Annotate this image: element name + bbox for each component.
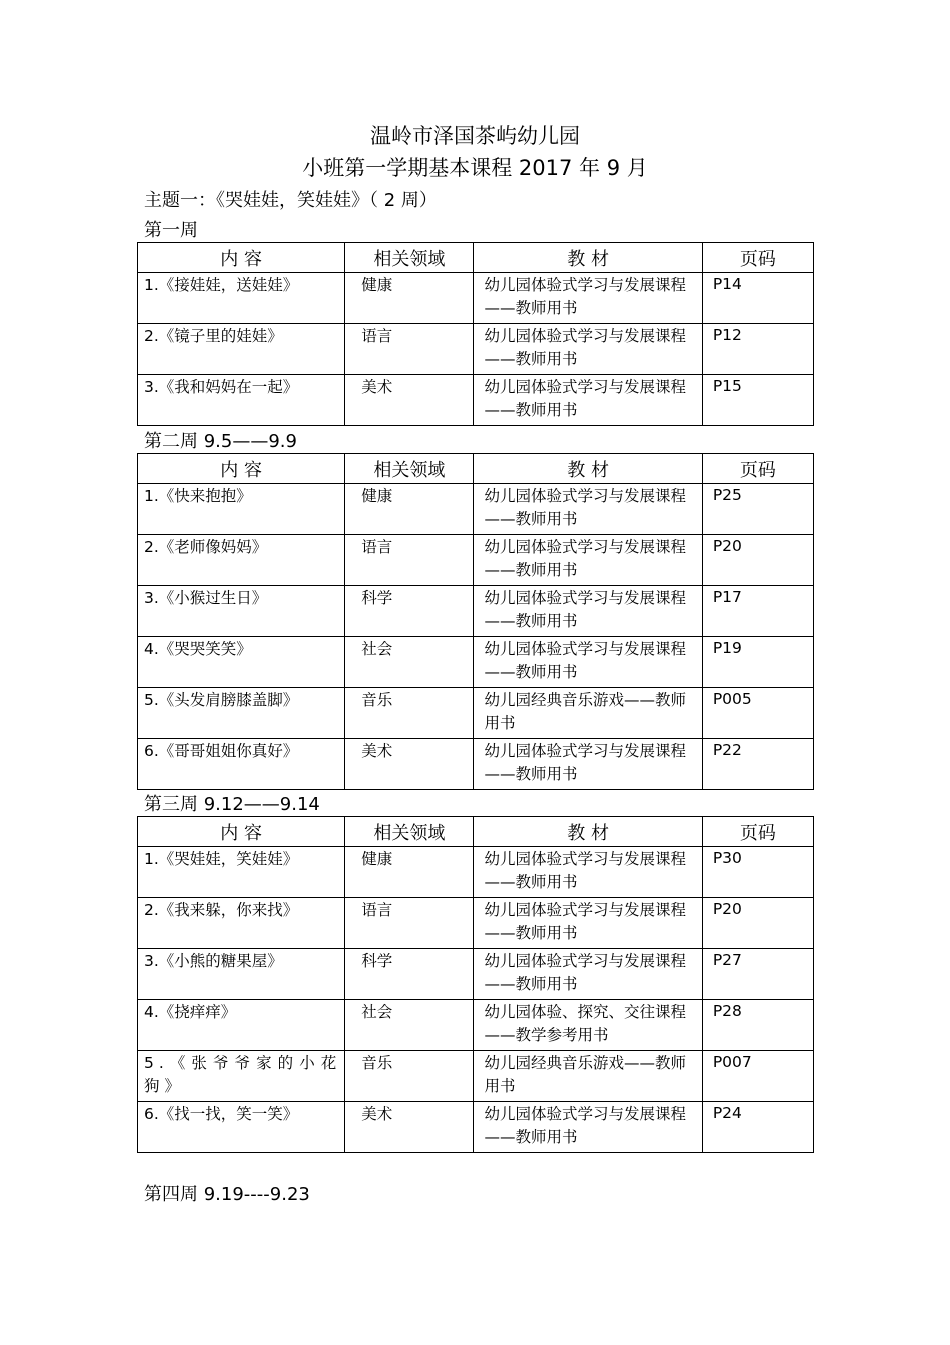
cell-page: P20 bbox=[702, 898, 813, 949]
week-1-label: 第一周 bbox=[144, 220, 198, 241]
cell-material: 幼儿园经典音乐游戏——教师用书 bbox=[474, 688, 702, 739]
week-4-label: 第四周 9.19----9.23 bbox=[144, 1184, 310, 1205]
cell-content: 2.《老师像妈妈》 bbox=[138, 535, 345, 586]
cell-material: 幼儿园体验式学习与发展课程——教师用书 bbox=[474, 324, 702, 375]
cell-content: 2.《镜子里的娃娃》 bbox=[138, 324, 345, 375]
cell-content: 3.《我和妈妈在一起》 bbox=[138, 375, 345, 426]
cell-domain: 科学 bbox=[345, 586, 474, 637]
cell-domain: 音乐 bbox=[345, 1051, 474, 1102]
cell-content: 1.《哭娃娃，笑娃娃》 bbox=[138, 847, 345, 898]
cell-material: 幼儿园体验式学习与发展课程——教师用书 bbox=[474, 637, 702, 688]
page-title: 温岭市泽国茶屿幼儿园 bbox=[370, 124, 580, 148]
cell-page: P005 bbox=[702, 688, 813, 739]
header-domain: 相关领域 bbox=[345, 454, 474, 484]
cell-content: 6.《哥哥姐姐你真好》 bbox=[138, 739, 345, 790]
header-content: 内 容 bbox=[138, 243, 345, 273]
cell-domain: 美术 bbox=[345, 739, 474, 790]
cell-content: 1.《快来抱抱》 bbox=[138, 484, 345, 535]
cell-material: 幼儿园体验式学习与发展课程——教师用书 bbox=[474, 949, 702, 1000]
cell-content: 4.《挠痒痒》 bbox=[138, 1000, 345, 1051]
header-page: 页码 bbox=[702, 454, 813, 484]
header-material: 教 材 bbox=[474, 817, 702, 847]
cell-material: 幼儿园经典音乐游戏——教师用书 bbox=[474, 1051, 702, 1102]
week-3-label: 第三周 9.12——9.14 bbox=[144, 794, 320, 815]
cell-page: P30 bbox=[702, 847, 813, 898]
cell-domain: 美术 bbox=[345, 375, 474, 426]
week-3-table bbox=[137, 816, 814, 1153]
cell-page: P28 bbox=[702, 1000, 813, 1051]
table-row bbox=[138, 535, 814, 586]
cell-domain: 健康 bbox=[345, 484, 474, 535]
cell-material: 幼儿园体验式学习与发展课程——教师用书 bbox=[474, 535, 702, 586]
page-subtitle: 小班第一学期基本课程 2017 年 9 月 bbox=[302, 156, 648, 180]
cell-material: 幼儿园体验式学习与发展课程——教师用书 bbox=[474, 375, 702, 426]
header-content: 内 容 bbox=[138, 454, 345, 484]
cell-content: 5.《头发肩膀膝盖脚》 bbox=[138, 688, 345, 739]
cell-page: P25 bbox=[702, 484, 813, 535]
cell-content: 1.《接娃娃，送娃娃》 bbox=[138, 273, 345, 324]
cell-content: 3.《小猴过生日》 bbox=[138, 586, 345, 637]
header-content: 内 容 bbox=[138, 817, 345, 847]
table-row bbox=[138, 637, 814, 688]
week-1-table bbox=[137, 242, 814, 426]
table-row bbox=[138, 324, 814, 375]
table-row bbox=[138, 688, 814, 739]
cell-content: 6.《找一找，笑一笑》 bbox=[138, 1102, 345, 1153]
cell-page: P17 bbox=[702, 586, 813, 637]
cell-material: 幼儿园体验式学习与发展课程——教师用书 bbox=[474, 847, 702, 898]
table-row bbox=[138, 1000, 814, 1051]
week-2-label: 第二周 9.5——9.9 bbox=[144, 431, 297, 452]
cell-material: 幼儿园体验式学习与发展课程——教师用书 bbox=[474, 586, 702, 637]
cell-domain: 语言 bbox=[345, 535, 474, 586]
cell-page: P27 bbox=[702, 949, 813, 1000]
header-page: 页码 bbox=[702, 817, 813, 847]
cell-domain: 社会 bbox=[345, 637, 474, 688]
cell-page: P12 bbox=[702, 324, 813, 375]
cell-material: 幼儿园体验式学习与发展课程——教师用书 bbox=[474, 1102, 702, 1153]
cell-domain: 音乐 bbox=[345, 688, 474, 739]
table-row bbox=[138, 273, 814, 324]
cell-domain: 科学 bbox=[345, 949, 474, 1000]
table-row bbox=[138, 484, 814, 535]
header-material: 教 材 bbox=[474, 454, 702, 484]
table-row bbox=[138, 739, 814, 790]
table-row bbox=[138, 375, 814, 426]
week-2-table bbox=[137, 453, 814, 790]
cell-page: P20 bbox=[702, 535, 813, 586]
table-row bbox=[138, 847, 814, 898]
header-domain: 相关领域 bbox=[345, 243, 474, 273]
cell-domain: 语言 bbox=[345, 324, 474, 375]
cell-page: P19 bbox=[702, 637, 813, 688]
cell-page: P14 bbox=[702, 273, 813, 324]
cell-page: P007 bbox=[702, 1051, 813, 1102]
cell-material: 幼儿园体验式学习与发展课程——教师用书 bbox=[474, 484, 702, 535]
cell-material: 幼儿园体验、探究、交往课程——教学参考用书 bbox=[474, 1000, 702, 1051]
cell-domain: 健康 bbox=[345, 273, 474, 324]
table-row bbox=[138, 1051, 814, 1102]
cell-domain: 健康 bbox=[345, 847, 474, 898]
cell-material: 幼儿园体验式学习与发展课程——教师用书 bbox=[474, 273, 702, 324]
cell-page: P24 bbox=[702, 1102, 813, 1153]
header-domain: 相关领域 bbox=[345, 817, 474, 847]
table-row bbox=[138, 586, 814, 637]
theme-heading: 主题一：《哭娃娃，笑娃娃》（ 2 周） bbox=[144, 190, 437, 211]
table-row bbox=[138, 1102, 814, 1153]
cell-content: 5.《张爷爷家的小花狗》 bbox=[138, 1051, 345, 1102]
cell-material: 幼儿园体验式学习与发展课程——教师用书 bbox=[474, 898, 702, 949]
cell-content: 3.《小熊的糖果屋》 bbox=[138, 949, 345, 1000]
cell-material: 幼儿园体验式学习与发展课程——教师用书 bbox=[474, 739, 702, 790]
table-row bbox=[138, 949, 814, 1000]
cell-domain: 社会 bbox=[345, 1000, 474, 1051]
header-page: 页码 bbox=[702, 243, 813, 273]
cell-page: P22 bbox=[702, 739, 813, 790]
cell-content: 2.《我来躲，你来找》 bbox=[138, 898, 345, 949]
cell-domain: 语言 bbox=[345, 898, 474, 949]
cell-page: P15 bbox=[702, 375, 813, 426]
cell-content: 4.《哭哭笑笑》 bbox=[138, 637, 345, 688]
cell-domain: 美术 bbox=[345, 1102, 474, 1153]
header-material: 教 材 bbox=[474, 243, 702, 273]
table-row bbox=[138, 898, 814, 949]
